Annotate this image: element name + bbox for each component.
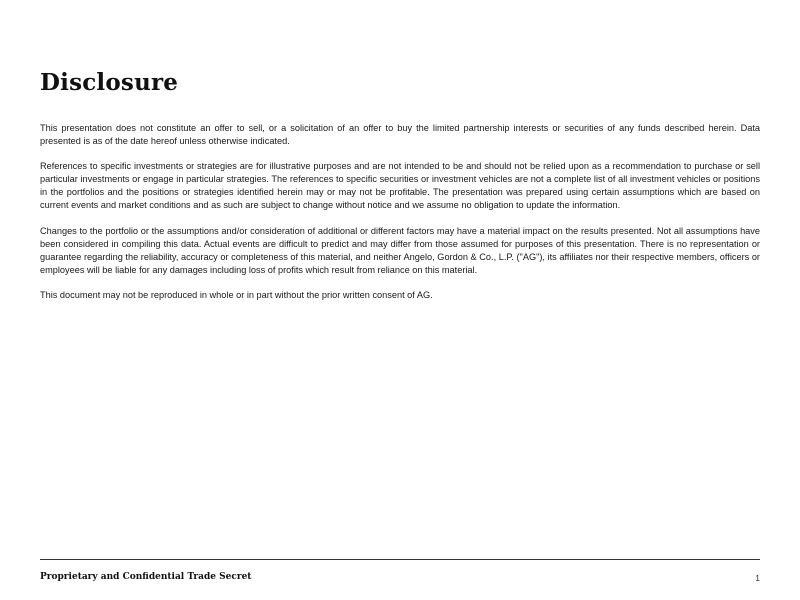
page-title: Disclosure [40, 69, 179, 96]
footer-divider [40, 559, 760, 560]
footer-confidential-label: Proprietary and Confidential Trade Secret [40, 572, 252, 582]
disclosure-paragraph-illustrative: References to specific investments or strategies are for illustrative purposes and are not intended to be and should not be relied upon as a recommendation to purchase or sell particular investments or engage in particular strategies. The references to specific securities or investment vehicles are not a complete list of all investment vehicles or positions in the portfolios and the positions or strategies identified herein may or may not be profitable. The presentation was prepared using certain assumptions which are based on current events and market conditions and as such are subject to change without notice and we assume no obligation to update the information. [40, 161, 760, 211]
disclosure-body [40, 122, 760, 314]
disclosure-paragraph-reproduction: This document may not be reproduced in whole or in part without the prior written consent of AG. [40, 289, 433, 300]
disclosure-paragraph-assumptions: Changes to the portfolio or the assumptions and/or consideration of additional or different factors may have a material impact on the results presented. Not all assumptions have been considered in compiling this data. Actual events are difficult to predict and may differ from those assumed for purposes of this presentation. There is no representation or guarantee regarding the reliability, accuracy or completeness of this material, and neither Angelo, Gordon & Co., L.P. ("AG"), its affiliates nor their respective members, officers or employees will be liable for any damages including loss of profits which result from reliance on this material. [40, 225, 760, 275]
page-number: 1 [755, 573, 760, 583]
disclosure-paragraph-offer: This presentation does not constitute an offer to sell, or a solicitation of an offer to buy the limited partnership interests or securities of any funds described herein. Data presented is as of the date hereof unless otherwise indicated. [40, 123, 760, 147]
